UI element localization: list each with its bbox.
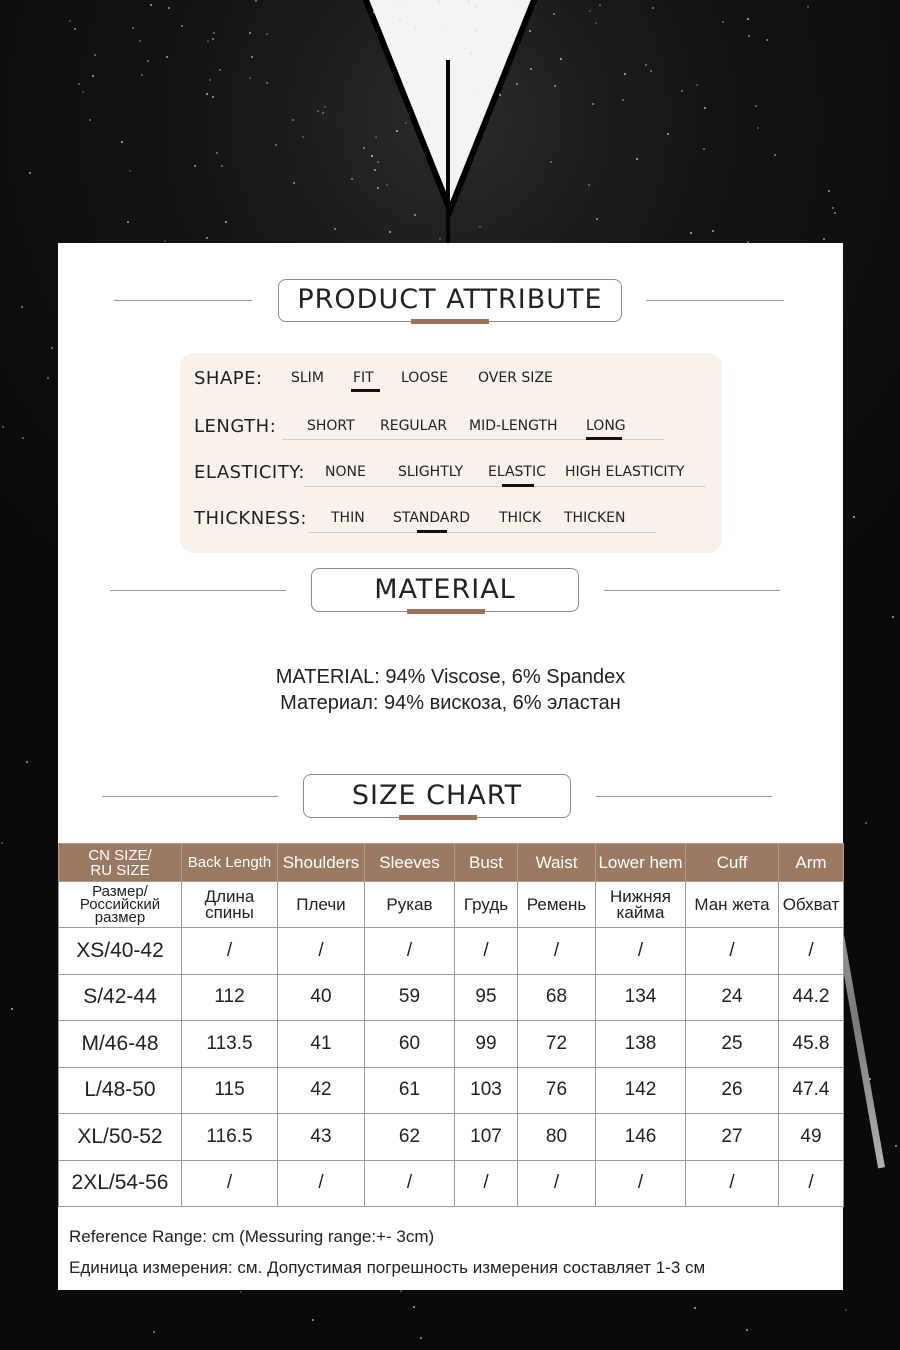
sparkle-dot — [266, 33, 268, 35]
measurement-cell: 116.5 — [182, 1114, 278, 1161]
measurement-cell: 60 — [365, 1021, 455, 1068]
header-cell-ru: Размер/ Российский размер — [59, 882, 182, 928]
header-cell-ru: Плечи — [278, 882, 365, 928]
sparkle-dot — [589, 10, 591, 12]
sparkle-dot — [550, 161, 552, 163]
center-seam — [446, 60, 450, 250]
attribute-label: LENGTH: — [194, 416, 277, 437]
section-title-text: SIZE CHART — [351, 780, 523, 811]
measurement-cell: 40 — [278, 974, 365, 1021]
table-header-ru — [59, 882, 844, 928]
sparkle-dot — [139, 40, 141, 42]
header-text: RU SIZE — [90, 861, 150, 879]
measurement-cell: / — [686, 928, 779, 975]
sparkle-dot — [807, 6, 809, 8]
sparkle-dot — [51, 347, 53, 349]
sparkle-dot — [26, 761, 28, 763]
measurement-cell: / — [182, 928, 278, 975]
measurement-cell: / — [779, 1160, 844, 1207]
material-title — [311, 568, 579, 612]
sparkle-dot — [704, 107, 706, 109]
sparkle-dot — [324, 106, 326, 108]
sparkle-dot — [322, 112, 324, 114]
measurement-cell: / — [455, 928, 518, 975]
sparkle-dot — [225, 221, 227, 223]
material-line-ru — [58, 692, 843, 715]
header-cell-ru: Обхват — [779, 882, 844, 928]
attribute-rule — [308, 532, 656, 533]
sparkle-dot — [212, 38, 214, 40]
sparkle-dot — [595, 22, 597, 24]
size-rows — [59, 928, 844, 1207]
sparkle-dot — [427, 125, 429, 127]
divider-line — [102, 796, 278, 797]
sparkle-dot — [747, 18, 749, 20]
product-attribute-title — [278, 279, 622, 322]
measurement-cell: / — [596, 1160, 686, 1207]
section-title-text: MATERIAL — [374, 574, 516, 605]
measurement-cell: 43 — [278, 1114, 365, 1161]
sparkle-dot — [266, 82, 268, 84]
sparkle-dot — [21, 306, 23, 308]
sparkle-dot — [746, 1329, 748, 1331]
reference-note-en: Reference Range: cm (Messuring range:+- 3cm) — [69, 1227, 435, 1246]
measurement-cell: / — [278, 928, 365, 975]
measurement-cell: 115 — [182, 1067, 278, 1114]
measurement-cell: / — [365, 928, 455, 975]
size-chart-table — [58, 843, 844, 1207]
sparkle-dot — [413, 1306, 415, 1308]
attribute-option: THIN — [331, 510, 365, 526]
sparkle-dot — [164, 240, 166, 242]
sparkle-dot — [399, 19, 401, 21]
sparkle-dot — [892, 616, 894, 618]
header-cell: Sleeves — [365, 844, 455, 882]
header-cell: Arm — [779, 844, 844, 882]
measurement-cell: / — [779, 928, 844, 975]
sparkle-dot — [774, 154, 776, 156]
header-cell-ru: Ман жета — [686, 882, 779, 928]
sparkle-dot — [479, 226, 481, 228]
measurement-cell: 146 — [596, 1114, 686, 1161]
sparkle-dot — [251, 56, 253, 58]
section-title-text: PRODUCT ATTRIBUTE — [297, 284, 603, 315]
sparkle-dot — [828, 190, 830, 192]
sparkle-dot — [832, 207, 834, 209]
sparkle-dot — [69, 20, 71, 22]
sparkle-dot — [302, 136, 304, 138]
sparkle-dot — [147, 60, 149, 62]
table-row — [59, 974, 844, 1021]
attribute-label: SHAPE: — [194, 368, 263, 389]
sparkle-dot — [166, 56, 168, 58]
sparkle-dot — [748, 35, 750, 37]
sparkle-dot — [312, 1319, 314, 1321]
selected-marker — [502, 484, 534, 487]
sparkle-dot — [216, 152, 218, 154]
sparkle-dot — [399, 4, 401, 6]
table-row — [59, 1114, 844, 1161]
header-cell-ru: Ремень — [518, 882, 596, 928]
header-cell-ru: Рукав — [365, 882, 455, 928]
sparkle-dot — [845, 1309, 847, 1311]
sparkle-dot — [722, 21, 724, 23]
attribute-option: SLIGHTLY — [398, 464, 464, 480]
sparkle-dot — [317, 110, 319, 112]
sparkle-dot — [94, 54, 96, 56]
measurement-cell: 113.5 — [182, 1021, 278, 1068]
sparkle-dot — [592, 103, 594, 105]
material-line-en — [58, 666, 843, 689]
selected-marker — [586, 437, 622, 440]
size-chart-title — [303, 774, 571, 818]
selected-marker — [351, 389, 380, 392]
material-value: 94% вискоза, 6% эластан — [384, 692, 621, 714]
sparkle-dot — [443, 151, 445, 153]
size-cell: M/46-48 — [59, 1021, 182, 1068]
sparkle-dot — [374, 169, 376, 171]
sparkle-dot — [219, 69, 221, 71]
neckline-shape — [350, 0, 550, 220]
sparkle-dot — [206, 237, 208, 239]
sparkle-dot — [596, 218, 598, 220]
sparkle-dot — [554, 85, 556, 87]
sparkle-dot — [560, 58, 562, 60]
measurement-cell: 134 — [596, 974, 686, 1021]
sparkle-dot — [681, 90, 683, 92]
sparkle-dot — [127, 221, 129, 223]
sparkle-dot — [221, 165, 223, 167]
attribute-option: SLIM — [291, 370, 324, 386]
sparkle-dot — [22, 437, 24, 439]
header-text: CN SIZE/ — [88, 846, 152, 864]
header-cell-ru: Грудь — [455, 882, 518, 928]
sparkle-dot — [2, 426, 4, 428]
table-header-en — [59, 844, 844, 882]
sparkle-dot — [439, 238, 441, 240]
size-cell: XL/50-52 — [59, 1114, 182, 1161]
header-cell: Shoulders — [278, 844, 365, 882]
material-label: MATERIAL: — [275, 666, 380, 688]
sparkle-dot — [29, 172, 31, 174]
attribute-option: REGULAR — [380, 418, 448, 434]
sparkle-dot — [74, 28, 76, 30]
measurement-cell: 49 — [779, 1114, 844, 1161]
sparkle-dot — [553, 13, 555, 15]
sparkle-dot — [703, 148, 705, 150]
measurement-cell: 68 — [518, 974, 596, 1021]
measurement-cell: 138 — [596, 1021, 686, 1068]
header-cell-ru: Нижняя кайма — [596, 882, 686, 928]
sparkle-dot — [529, 30, 531, 32]
measurement-cell: 61 — [365, 1067, 455, 1114]
attribute-label: ELASTICITY: — [194, 462, 305, 483]
measurement-cell: 76 — [518, 1067, 596, 1114]
header-cell: Waist — [518, 844, 596, 882]
sparkle-dot — [249, 77, 251, 79]
material-value: 94% Viscose, 6% Spandex — [385, 666, 626, 688]
sparkle-dot — [207, 40, 209, 42]
title-underline — [399, 815, 477, 820]
sparkle-dot — [386, 184, 388, 186]
sparkle-dot — [275, 144, 277, 146]
measurement-cell: / — [278, 1160, 365, 1207]
selected-marker — [417, 530, 447, 533]
sparkle-dot — [420, 1337, 422, 1339]
measurement-cell: / — [455, 1160, 518, 1207]
measurement-cell: 142 — [596, 1067, 686, 1114]
sparkle-dot — [400, 1290, 402, 1292]
sparkle-dot — [153, 1331, 155, 1333]
sparkle-dot — [588, 184, 590, 186]
measurement-cell: 72 — [518, 1021, 596, 1068]
header-cell-size — [59, 844, 182, 882]
sparkle-dot — [766, 39, 768, 41]
measurement-cell: 24 — [686, 974, 779, 1021]
measurement-cell: 95 — [455, 974, 518, 1021]
sparkle-dot — [206, 93, 208, 95]
measurement-cell: 103 — [455, 1067, 518, 1114]
sparkle-dot — [82, 91, 84, 93]
divider-line — [646, 300, 784, 301]
divider-line — [604, 590, 780, 591]
sparkle-dot — [141, 74, 143, 76]
measurement-cell: 107 — [455, 1114, 518, 1161]
size-cell: XS/40-42 — [59, 928, 182, 975]
sparkle-dot — [129, 170, 131, 172]
sparkle-dot — [209, 79, 211, 81]
table-row — [59, 1160, 844, 1207]
sparkle-dot — [396, 130, 398, 132]
header-cell: Bust — [455, 844, 518, 882]
attribute-option-selected: FIT — [353, 370, 374, 386]
measurement-cell: / — [365, 1160, 455, 1207]
measurement-cell: 44.2 — [779, 974, 844, 1021]
attribute-box — [180, 353, 722, 553]
measurement-cell: 59 — [365, 974, 455, 1021]
attribute-option: THICKEN — [564, 510, 626, 526]
sparkle-dot — [516, 83, 518, 85]
sparkle-dot — [47, 377, 49, 379]
sparkle-dot — [645, 64, 647, 66]
divider-line — [110, 590, 286, 591]
measurement-cell: 45.8 — [779, 1021, 844, 1068]
table-row — [59, 928, 844, 975]
sparkle-dot — [690, 232, 692, 234]
attribute-option: LOOSE — [401, 370, 449, 386]
table-row — [59, 1021, 844, 1068]
sparkle-dot — [121, 141, 123, 143]
attribute-option: SHORT — [307, 418, 355, 434]
attribute-option: THICK — [499, 510, 542, 526]
attribute-option-selected: LONG — [586, 418, 626, 434]
sparkle-dot — [92, 75, 94, 77]
attribute-option: MID-LENGTH — [469, 418, 558, 434]
measurement-cell: / — [182, 1160, 278, 1207]
attribute-option: NONE — [325, 464, 366, 480]
sparkle-dot — [132, 27, 134, 29]
product-info-panel — [58, 243, 843, 1290]
sparkle-dot — [194, 165, 196, 167]
title-underline — [407, 609, 485, 614]
sparkle-dot — [895, 1145, 897, 1147]
divider-line — [114, 300, 252, 301]
measurement-cell: 80 — [518, 1114, 596, 1161]
measurement-cell: 47.4 — [779, 1067, 844, 1114]
sparkle-dot — [78, 83, 80, 85]
sparkle-dot — [513, 5, 515, 7]
sparkle-dot — [249, 32, 251, 34]
size-cell: L/48-50 — [59, 1067, 182, 1114]
sparkle-dot — [168, 7, 170, 9]
measurement-cell: 41 — [278, 1021, 365, 1068]
attribute-option: OVER SIZE — [478, 370, 553, 386]
sparkle-dot — [414, 214, 416, 216]
sparkle-dot — [89, 119, 91, 121]
sparkle-dot — [712, 230, 714, 232]
sparkle-dot — [696, 84, 698, 86]
sparkle-dot — [834, 212, 836, 214]
measurement-cell: 99 — [455, 1021, 518, 1068]
sparkle-dot — [636, 158, 638, 160]
sparkle-dot — [1, 842, 3, 844]
sparkle-dot — [823, 238, 825, 240]
sparkle-dot — [292, 119, 294, 121]
sparkle-dot — [240, 1291, 242, 1293]
measurement-cell: / — [518, 1160, 596, 1207]
sparkle-dot — [213, 32, 215, 34]
sparkle-dot — [470, 52, 472, 54]
sparkle-dot — [212, 96, 214, 98]
measurement-cell: / — [686, 1160, 779, 1207]
divider-line — [596, 796, 772, 797]
sparkle-dot — [694, 1307, 696, 1309]
measurement-cell: 26 — [686, 1067, 779, 1114]
reference-note-ru: Единица измерения: см. Допустимая погрешность измерения составляет 1-3 см — [69, 1258, 706, 1277]
sparkle-dot — [599, 4, 601, 6]
measurement-cell: 25 — [686, 1021, 779, 1068]
attribute-option: HIGH ELASTICITY — [565, 464, 685, 480]
sparkle-dot — [468, 1, 470, 3]
header-cell-ru: Длина спины — [182, 882, 278, 928]
sparkle-dot — [389, 231, 391, 233]
header-cell: Cuff — [686, 844, 779, 882]
size-cell: S/42-44 — [59, 974, 182, 1021]
header-cell: Lower hem — [596, 844, 686, 882]
sparkle-dot — [622, 99, 624, 101]
table-row — [59, 1067, 844, 1114]
sparkle-dot — [667, 133, 669, 135]
size-cell: 2XL/54-56 — [59, 1160, 182, 1207]
sparkle-dot — [255, 0, 257, 2]
measurement-cell: 112 — [182, 974, 278, 1021]
attribute-option-selected: STANDARD — [393, 510, 471, 526]
attribute-option-selected: ELASTIC — [488, 464, 546, 480]
measurement-cell: / — [518, 928, 596, 975]
measurement-cell: / — [596, 928, 686, 975]
sparkle-dot — [181, 25, 183, 27]
header-cell: Back Length — [182, 844, 278, 882]
sparkle-dot — [755, 105, 757, 107]
sparkle-dot — [11, 1008, 13, 1010]
material-label: Материал: — [280, 692, 379, 714]
sparkle-dot — [459, 7, 461, 9]
sparkle-dot — [757, 127, 759, 129]
sparkle-dot — [652, 7, 654, 9]
sparkle-dot — [150, 4, 152, 6]
title-underline — [411, 319, 489, 324]
sparkle-dot — [853, 516, 855, 518]
sparkle-dot — [334, 228, 336, 230]
attribute-label: THICKNESS: — [194, 508, 307, 529]
measurement-cell: 62 — [365, 1114, 455, 1161]
measurement-cell: 42 — [278, 1067, 365, 1114]
sparkle-dot — [293, 182, 295, 184]
sparkle-dot — [650, 70, 652, 72]
measurement-cell: 27 — [686, 1114, 779, 1161]
sparkle-dot — [624, 73, 626, 75]
sparkle-dot — [865, 822, 867, 824]
